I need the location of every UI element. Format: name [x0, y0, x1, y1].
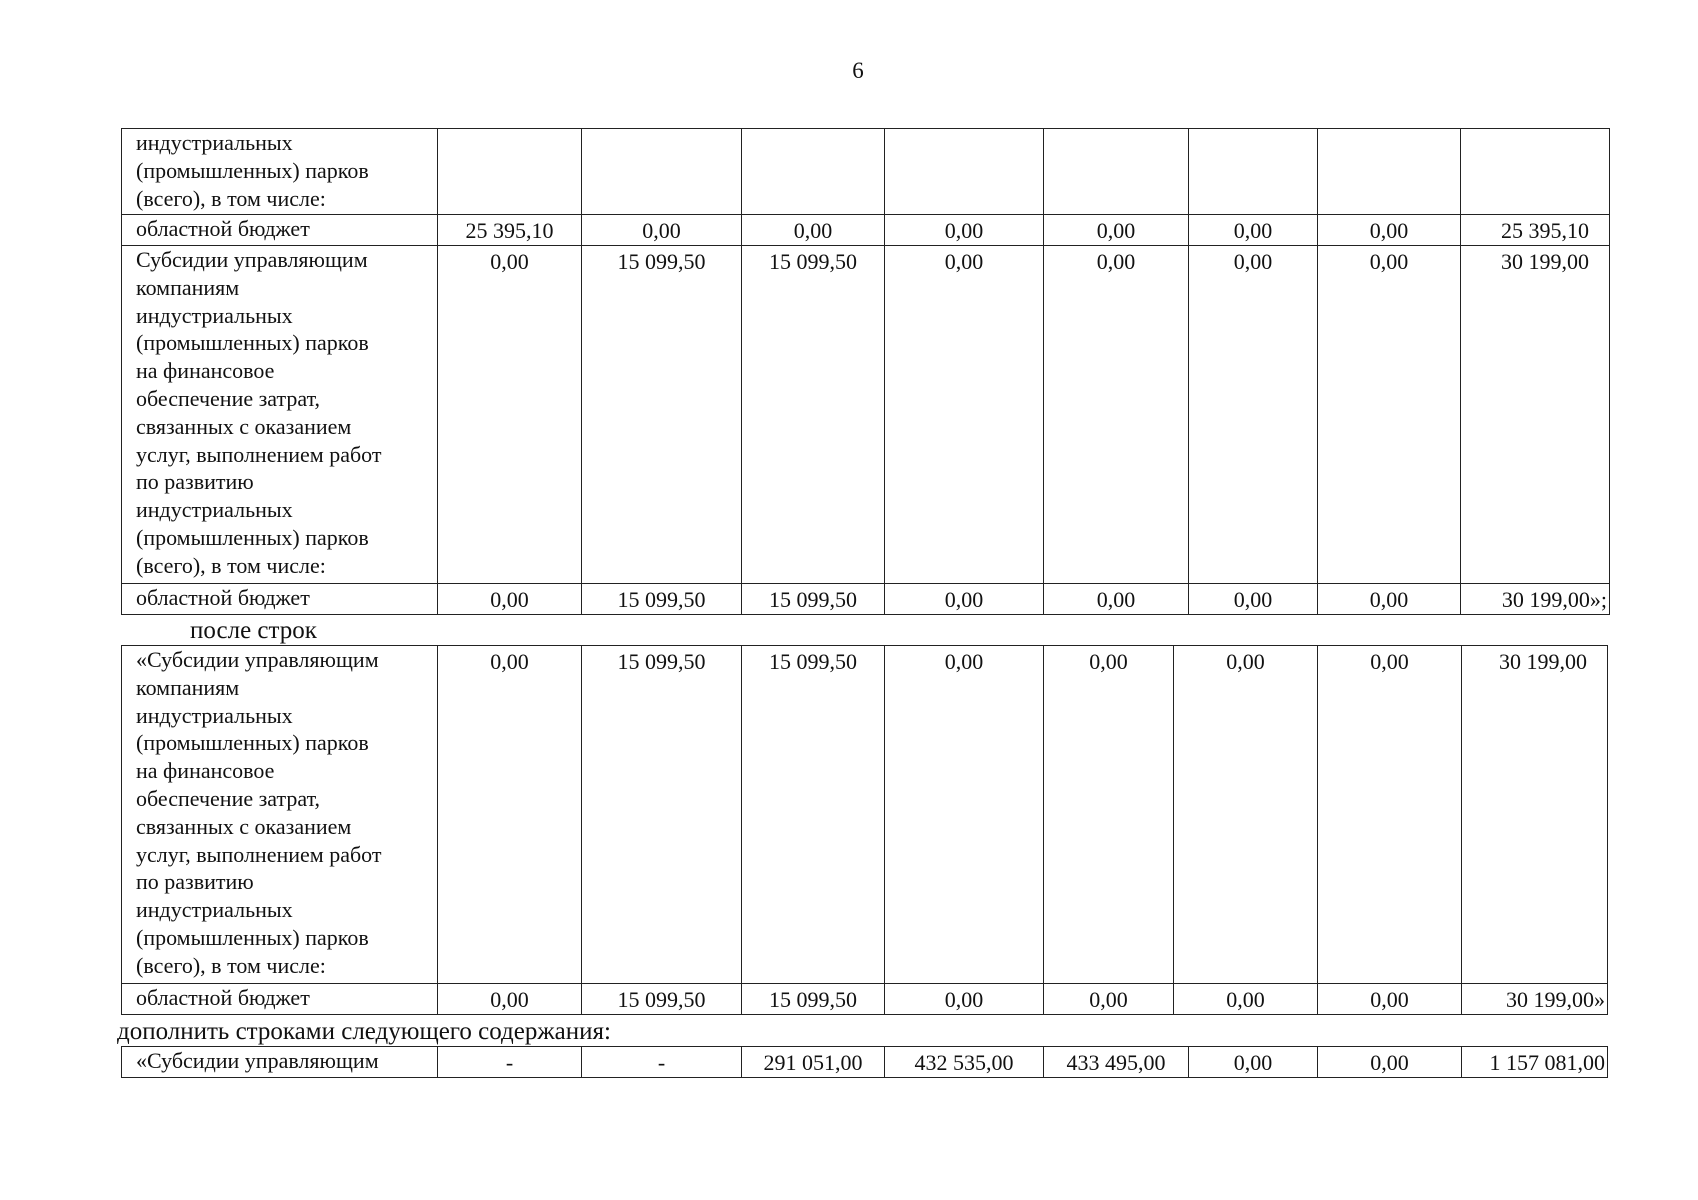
value-cell — [1318, 129, 1461, 215]
value-cell: 0,00 — [1044, 246, 1189, 584]
instruction-add-rows: дополнить строками следующего содержания: — [117, 1018, 611, 1045]
value-cell: 0,00 — [1318, 1047, 1462, 1078]
row-label-line: «Субсидии управляющим — [136, 1048, 379, 1073]
row-label-line: областной бюджет — [136, 585, 310, 610]
row-label-line: услуг, выполнением работ — [136, 441, 382, 467]
row-label-line: услуг, выполнением работ — [136, 841, 382, 867]
value-cell: 0,00 — [885, 246, 1044, 584]
row-label-line: связанных с оказанием — [136, 413, 352, 439]
row-label-line: индустриальных — [136, 897, 293, 923]
value-cell — [438, 129, 582, 215]
row-label-line: (промышленных) парков — [136, 524, 369, 550]
row-label-line: обеспечение затрат, — [136, 785, 321, 811]
row-label-line: (всего), в том числе: — [136, 185, 326, 211]
value-cell: 15 099,50 — [582, 246, 742, 584]
row-label — [122, 246, 438, 584]
value-cell: - — [582, 1047, 742, 1078]
row-label-line: компаниям — [136, 274, 240, 300]
row-label-line: на финансовое — [136, 358, 275, 384]
row-label-line: (промышленных) парков — [136, 730, 369, 756]
value-cell: 15 099,50 — [742, 246, 885, 584]
value-cell: 0,00 — [1044, 984, 1174, 1015]
row-label — [122, 984, 438, 1015]
row-label-line: (промышленных) парков — [136, 330, 369, 356]
value-cell: 0,00 — [438, 646, 582, 984]
value-cell: 0,00 — [438, 584, 582, 615]
row-label — [122, 1047, 438, 1078]
table-row — [122, 646, 1608, 984]
row-label — [122, 584, 438, 615]
table-row — [122, 129, 1610, 215]
value-cell: 0,00 — [885, 984, 1044, 1015]
value-cell — [1044, 129, 1189, 215]
row-label-line: (всего), в том числе: — [136, 552, 326, 578]
table-row — [122, 984, 1608, 1015]
value-cell: 0,00 — [1318, 584, 1461, 615]
row-label-line: областной бюджет — [136, 216, 310, 241]
row-label-line: компаниям — [136, 674, 240, 700]
row-label-line: обеспечение затрат, — [136, 385, 321, 411]
row-label-line: (всего), в том числе: — [136, 952, 326, 978]
value-cell: 15 099,50 — [742, 984, 885, 1015]
total-cell: 30 199,00 — [1461, 246, 1610, 584]
value-cell — [885, 129, 1044, 215]
value-cell: 0,00 — [1044, 584, 1189, 615]
row-label-line: (промышленных) парков — [136, 924, 369, 950]
row-label-line: по развитию — [136, 869, 254, 895]
value-cell: 15 099,50 — [742, 584, 885, 615]
row-label-line: областной бюджет — [136, 985, 310, 1010]
value-cell: 15 099,50 — [582, 646, 742, 984]
total-cell: 25 395,10 — [1461, 215, 1610, 246]
budget-table-continued — [121, 128, 1610, 615]
value-cell: 0,00 — [885, 215, 1044, 246]
row-label — [122, 215, 438, 246]
row-label-line: индустриальных — [136, 130, 293, 155]
value-cell: 0,00 — [885, 584, 1044, 615]
value-cell: 0,00 — [1174, 984, 1318, 1015]
row-label-line: (промышленных) парков — [136, 157, 369, 183]
value-cell: 15 099,50 — [742, 646, 885, 984]
row-label-line: индустриальных — [136, 302, 293, 328]
value-cell: 0,00 — [582, 215, 742, 246]
instruction-after-rows: после строк — [190, 617, 317, 644]
table-row — [122, 246, 1610, 584]
total-cell: 30 199,00» — [1462, 984, 1608, 1015]
value-cell: 0,00 — [438, 984, 582, 1015]
value-cell: 0,00 — [885, 646, 1044, 984]
row-label-line: связанных с оказанием — [136, 813, 352, 839]
row-label-line: «Субсидии управляющим — [136, 647, 379, 672]
value-cell — [742, 129, 885, 215]
value-cell: 0,00 — [1318, 215, 1461, 246]
row-label — [122, 129, 438, 215]
budget-table-new-rows — [121, 1046, 1608, 1078]
table-row — [122, 215, 1610, 246]
value-cell: 0,00 — [1318, 646, 1462, 984]
table-row — [122, 1047, 1608, 1078]
total-cell: 1 157 081,00 — [1462, 1047, 1608, 1078]
row-label — [122, 646, 438, 984]
budget-table-reference-rows — [121, 645, 1608, 1015]
value-cell: 25 395,10 — [438, 215, 582, 246]
table-row — [122, 584, 1610, 615]
value-cell: 0,00 — [1189, 1047, 1318, 1078]
total-cell: 30 199,00 — [1462, 646, 1608, 984]
row-label-line: индустриальных — [136, 702, 293, 728]
value-cell: 15 099,50 — [582, 984, 742, 1015]
value-cell — [582, 129, 742, 215]
row-label-line: по развитию — [136, 469, 254, 495]
value-cell: 0,00 — [1318, 984, 1462, 1015]
page-number: 6 — [852, 58, 864, 83]
value-cell: - — [438, 1047, 582, 1078]
value-cell: 15 099,50 — [582, 584, 742, 615]
value-cell: 433 495,00 — [1044, 1047, 1189, 1078]
total-cell — [1461, 129, 1610, 215]
value-cell: 0,00 — [1044, 215, 1189, 246]
value-cell: 0,00 — [438, 246, 582, 584]
value-cell: 0,00 — [1318, 246, 1461, 584]
row-label-line: индустриальных — [136, 497, 293, 523]
value-cell: 432 535,00 — [885, 1047, 1044, 1078]
row-label-line: на финансовое — [136, 758, 275, 784]
value-cell: 291 051,00 — [742, 1047, 885, 1078]
value-cell: 0,00 — [1189, 584, 1318, 615]
value-cell: 0,00 — [742, 215, 885, 246]
value-cell: 0,00 — [1044, 646, 1174, 984]
total-cell: 30 199,00»; — [1461, 584, 1610, 615]
value-cell: 0,00 — [1189, 246, 1318, 584]
value-cell — [1189, 129, 1318, 215]
value-cell: 0,00 — [1189, 215, 1318, 246]
value-cell: 0,00 — [1174, 646, 1318, 984]
row-label-line: Субсидии управляющим — [136, 247, 368, 272]
